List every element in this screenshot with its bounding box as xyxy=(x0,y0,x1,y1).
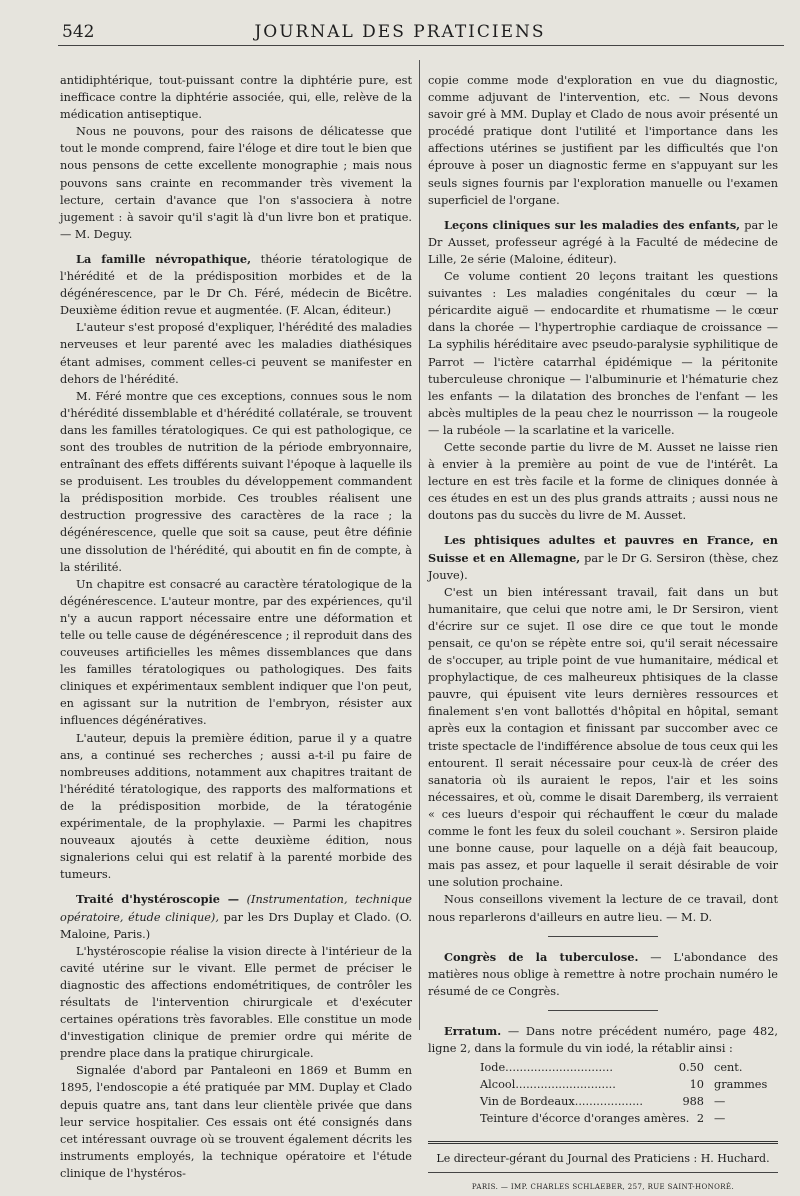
paragraph: C'est un bien intéressant travail, fait dans un but humanitaire, que celui que notre ami, le Dr Sersiron, vient d'écrire sur ce sujet. Il ose dire ce que tout le monde pensait, ce qu'on se répète entre soi, qu'il serait nécessaire de s'occuper, au triple point de vue humanitaire, médical et prophylactique, de ces malheureux phtisiques de la classe pauvre, qui épuisent vite leurs dernières ressources et finalement s'en vont ballottés d'hôpital en hôpital, semant après eux la contagion et finissant par succomber avec ce triste spectacle de l'indifférence absolue de tous ceux qui les entourent. Il serait nécessaire pour ceux-là de créer des sanatoria où ils auraient le repos, l'air et les soins nécessaires, et où, comme le disait Daremberg, ils verraient « ces lueurs d'espoir qui réchauffent le cœur du malade comme le font les feux du soleil couchant ». Sersiron plaide une bonne cause, pour laquelle on a déjà fait beaucoup, mais pas assez, et pour laquelle il serait désirable de voir une solution prochaine. xyxy=(428,585,778,890)
review-entry-lecons-cliniques xyxy=(428,217,778,268)
ingredient-name: Teinture d'écorce d'oranges amères. xyxy=(480,1112,690,1126)
paragraph: copie comme mode d'exploration en vue du diagnostic, comme adjuvant de l'intervention, etc. — Nous devons savoir gré à MM. Duplay et Clado de nous avoir présenté un procédé pratique dont l'utilité et l'importance dans les affections utérines se justifient par les difficultés que l'on éprouve à poser un diagnostic ferme en s'appuyant sur les seuls signes fournis par l'exploration manuelle ou l'examen superficiel de l'organe. xyxy=(428,74,778,207)
paragraph: Ce volume contient 20 leçons traitant les questions suivantes : Les maladies congénitales du cœur — la péricardite aiguë — endocardite et rhumatisme — le cœur dans la chorée — l'hypertrophie cardiaque de croissance — La syphilis héréditaire avec pseudo-paralysie syphilitique de Parrot — l'ictère catarrhal épidémique — la péritonite tuberculeuse chronique — l'albuminurie et l'hématurie chez les enfants — la dilatation des bronches de l'enfant — les abcès multiples de la peau chez le nourrisson — la rougeole — la rubéole — la scarlatine et la varicelle. xyxy=(428,270,778,437)
ingredient-name: Alcool............................ xyxy=(480,1078,616,1092)
ingredient-quantity: 0.50 xyxy=(678,1061,704,1075)
notice-title: Erratum. xyxy=(444,1023,502,1038)
right-column xyxy=(428,72,778,1196)
review-details: par le Dr G. Sersiron (thèse, chez Jouve). xyxy=(428,551,779,582)
printer-imprint: PARIS. — IMP. CHARLES SCHLAEBER, 257, RUE SAINT-HONORÉ. xyxy=(471,1182,735,1191)
review-entry-phtisiques xyxy=(428,532,778,583)
section-rule xyxy=(548,1010,658,1011)
ingredient-unit: grammes xyxy=(714,1078,768,1092)
paragraph: L'auteur s'est proposé d'expliquer, l'hérédité des maladies nerveuses et leur parenté avec les maladies diathésiques étant admises, comment celles-ci peuvent se manifester en dehors de l'hérédité. xyxy=(60,321,412,386)
review-details: par les Drs Duplay et Clado. (O. Maloine, Paris.) xyxy=(60,910,413,941)
paragraph: Cette seconde partie du livre de M. Ausset ne laisse rien à envier à la première au point de vue de l'intérêt. La lecture en est très facile et la forme de cliniques donnée à ces études en est un des plus grands attraits ; aussi nous ne doutons pas du succès du livre de M. Ausset. xyxy=(428,440,778,523)
review-details: théorie tératologique de l'hérédité et de la prédisposition morbides et de la dégénérescence, par le Dr Ch. Féré, médecin de Bicêtre. Deuxième édition revue et augmentée. (F. Alcan, éditeur.) xyxy=(60,252,412,318)
paragraph: L'hystéroscopie réalise la vision directe à l'intérieur de la cavité utérine sur le vivant. Elle permet de préciser le diagnostic des affections endométritiques, de contrôler les résultats de l'intervention chirurgicale et d'exécuter certaines opérations très favorables. Elle constitue un mode d'investigation clinique de premier ordre qui mérite de prendre place dans la pratique chirurgicale. xyxy=(60,944,412,1061)
review-title: La famille névropathique, xyxy=(76,251,252,266)
ingredient-quantity: 10 xyxy=(689,1078,704,1092)
ingredient-name: Iode.............................. xyxy=(480,1061,613,1075)
ingredient-unit: cent. xyxy=(714,1061,743,1075)
ingredient-unit: — xyxy=(714,1095,726,1109)
director-line: Le directeur-gérant du Journal des Praticiens : H. Huchard. xyxy=(436,1152,770,1166)
review-title: Leçons cliniques sur les maladies des enfants, xyxy=(444,217,741,232)
formula-row xyxy=(428,1059,778,1076)
left-column xyxy=(60,72,412,1182)
header-rule xyxy=(58,45,784,46)
paragraph: Un chapitre est consacré au caractère tératologique de la dégénérescence. L'auteur montre, par des expériences, qu'il n'y a aucun rapport nécessaire entre une déformation et telle ou telle cause de dégénérescence ; il reproduit dans des couveuses artificielles les mêmes dissemblances que dans les familles tératologiques ou pathologiques. Des faits cliniques et expérimentaux semblent indiquer que l'on peut, en agissant sur la nutrition de l'embryon, résister aux influences dégénératives. xyxy=(60,577,412,728)
ingredient-quantity: 988 xyxy=(682,1095,704,1109)
paragraph: antidiphtérique, tout-puissant contre la diphtérie pure, est inefficace contre la diphtérie associée, qui, elle, relève de la médication antiseptique. xyxy=(60,74,412,122)
paragraph: Nous conseillons vivement la lecture de ce travail, dont nous reparlerons d'ailleurs en autre lieu. — M. D. xyxy=(428,893,778,924)
ingredient-unit: — xyxy=(714,1112,726,1126)
page-number: 542 xyxy=(62,22,95,42)
formula-row xyxy=(428,1110,778,1127)
notice-title: Congrès de la tuberculose. xyxy=(444,949,639,964)
review-title: Traité d'hystéroscopie — xyxy=(76,892,240,907)
paragraph: L'auteur, depuis la première édition, parue il y a quatre ans, a continué ses recherches ; aussi a-t-il pu faire de nombreuses additions, notamment aux chapitres traitant de l'hérédité tératologique, des rapports des malformations et de la prédisposition morbide, de la tératogénie expérimentale, de la prophylaxie. — Parmi les chapitres nouveaux ajoutés à cette deuxième édition, nous signalerions celui qui est relatif à la parenté morbide des tumeurs. xyxy=(60,731,412,882)
notice-congres xyxy=(428,949,778,1000)
footer-rule xyxy=(428,1172,778,1173)
paragraph: Signalée d'abord par Pantaleoni en 1869 et Bumm en 1895, l'endoscopie a été pratiquée par MM. Duplay et Clado depuis quatre ans, tant dans leur clientèle privée que dans leur service hospitalier. Ces essais ont été consignés dans cet intéressant ouvrage où se trouvent également décrits les instruments employés, la technique opératoire et l'étude clinique de l'hystéros- xyxy=(60,1064,412,1180)
footer-double-rule xyxy=(428,1141,778,1144)
formula-row xyxy=(428,1076,778,1093)
notice-text: — Dans notre précédent numéro, page 482, ligne 2, dans la formule du vin iodé, la rétablir ainsi : xyxy=(428,1024,778,1055)
ingredient-quantity: 2 xyxy=(696,1112,704,1126)
review-title: Les phtisiques adultes et pauvres en France, en Suisse et en Allemagne, xyxy=(428,533,778,565)
review-subtitle: (Instrumentation, technique opératoire, étude clinique), xyxy=(60,893,412,924)
column-divider xyxy=(419,60,420,1030)
running-title: JOURNAL DES PRATICIENS xyxy=(254,22,546,42)
section-rule xyxy=(548,936,658,937)
paragraph: M. Féré montre que ces exceptions, connues sous le nom d'hérédité dissemblable et d'hérédité collatérale, se trouvent dans les familles tératologiques. Ce qui est pathologique, ce sont des troubles de nutrition de la période embryonnaire, entraînant des effets différents suivant l'époque à laquelle ils se produisent. Les troubles du développement commandent la prédisposition morbide. Ces troubles réalisent une destruction progressive des caractères de la race ; la dégénérescence, quelle que soit sa cause, peut être définie une dissolution de l'hérédité, qui aboutit en fin de compte, à la stérilité. xyxy=(60,389,412,574)
ingredient-name: Vin de Bordeaux................... xyxy=(480,1095,643,1109)
notice-text: — L'abondance des matières nous oblige à remettre à notre prochain numéro le résumé de ce Congrès. xyxy=(428,950,778,998)
paragraph: Nous ne pouvons, pour des raisons de délicatesse que tout le monde comprend, faire l'éloge et dire tout le bien que nous pensons de cette excellente monographie ; mais nous pouvons sans crainte en recommander très vivement la lecture, certain d'avance que l'on s'associera à notre jugement : à savoir qu'il s'agit là d'un livre bon et pratique. — M. Deguy. xyxy=(60,125,412,241)
formula-list xyxy=(428,1059,778,1127)
formula-row xyxy=(428,1093,778,1110)
review-entry-hysteroscopie xyxy=(60,891,412,942)
review-entry-famille-nevropathique xyxy=(60,251,412,319)
review-details: par le Dr Ausset, professeur agrégé à la Faculté de médecine de Lille, 2e série (Maloine, éditeur). xyxy=(428,218,778,266)
notice-erratum xyxy=(428,1023,778,1057)
